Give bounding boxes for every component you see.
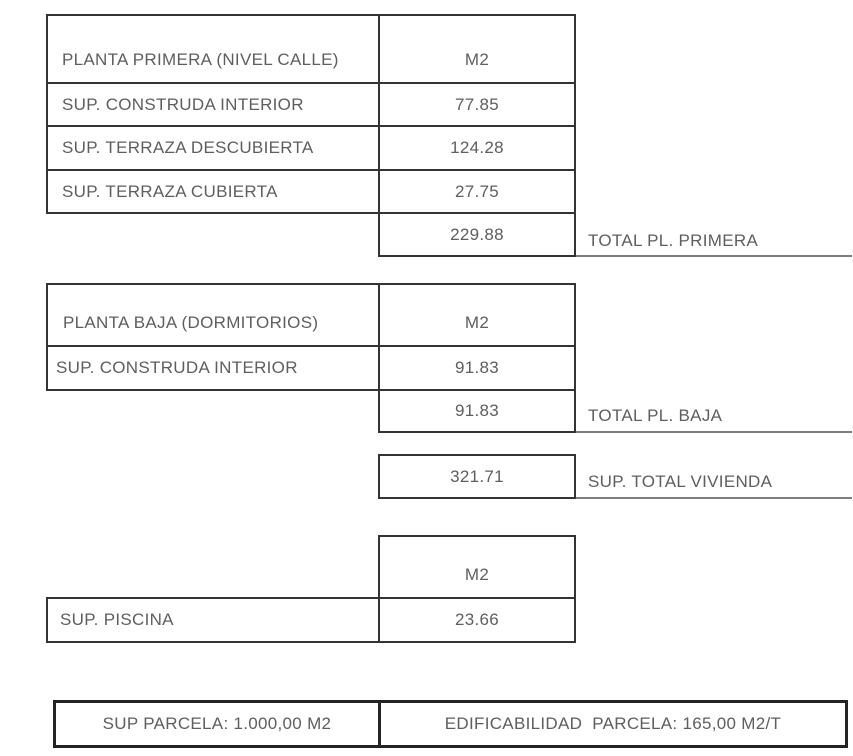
planta-primera-total-rule (576, 255, 852, 257)
planta-baja-row-value: 91.83 (378, 345, 576, 391)
edificabilidad-parcela-cell: EDIFICABILIDAD PARCELA: 165,00 M2/T (378, 700, 848, 748)
planta-primera-total-label: TOTAL PL. PRIMERA (588, 231, 759, 250)
planta-baja-total-value-cell: 91.83 (378, 389, 576, 433)
planta-baja-row-label: SUP. CONSTRUDA INTERIOR (46, 345, 380, 391)
planta-primera-title-cell: PLANTA PRIMERA (NIVEL CALLE) (46, 14, 380, 84)
piscina-row-value: 23.66 (378, 597, 576, 643)
planta-primera-unit-header-cell: M2 (378, 14, 576, 84)
planta-baja-total-label: TOTAL PL. BAJA (588, 406, 723, 425)
vivienda-total-value-cell: 321.71 (378, 454, 576, 499)
sup-parcela-cell: SUP PARCELA: 1.000,00 M2 (53, 700, 381, 748)
planta-baja-unit-header-cell: M2 (378, 283, 576, 347)
planta-baja-total-rule (576, 431, 852, 433)
planta-primera-row-value: 124.28 (378, 125, 576, 171)
planta-primera-row-label: SUP. TERRAZA DESCUBIERTA (46, 125, 380, 171)
planta-primera-total-value-cell: 229.88 (378, 212, 576, 257)
planta-baja-title-cell: PLANTA BAJA (DORMITORIOS) (46, 283, 380, 347)
vivienda-total-rule (576, 497, 852, 499)
vivienda-total-label: SUP. TOTAL VIVIENDA (588, 472, 773, 491)
planta-primera-row-value: 27.75 (378, 169, 576, 214)
piscina-unit-header-cell: M2 (378, 535, 576, 599)
planta-primera-row-label: SUP. CONSTRUDA INTERIOR (46, 82, 380, 127)
piscina-row-label: SUP. PISCINA (46, 597, 380, 643)
planta-primera-row-value: 77.85 (378, 82, 576, 127)
planta-primera-row-label: SUP. TERRAZA CUBIERTA (46, 169, 380, 214)
